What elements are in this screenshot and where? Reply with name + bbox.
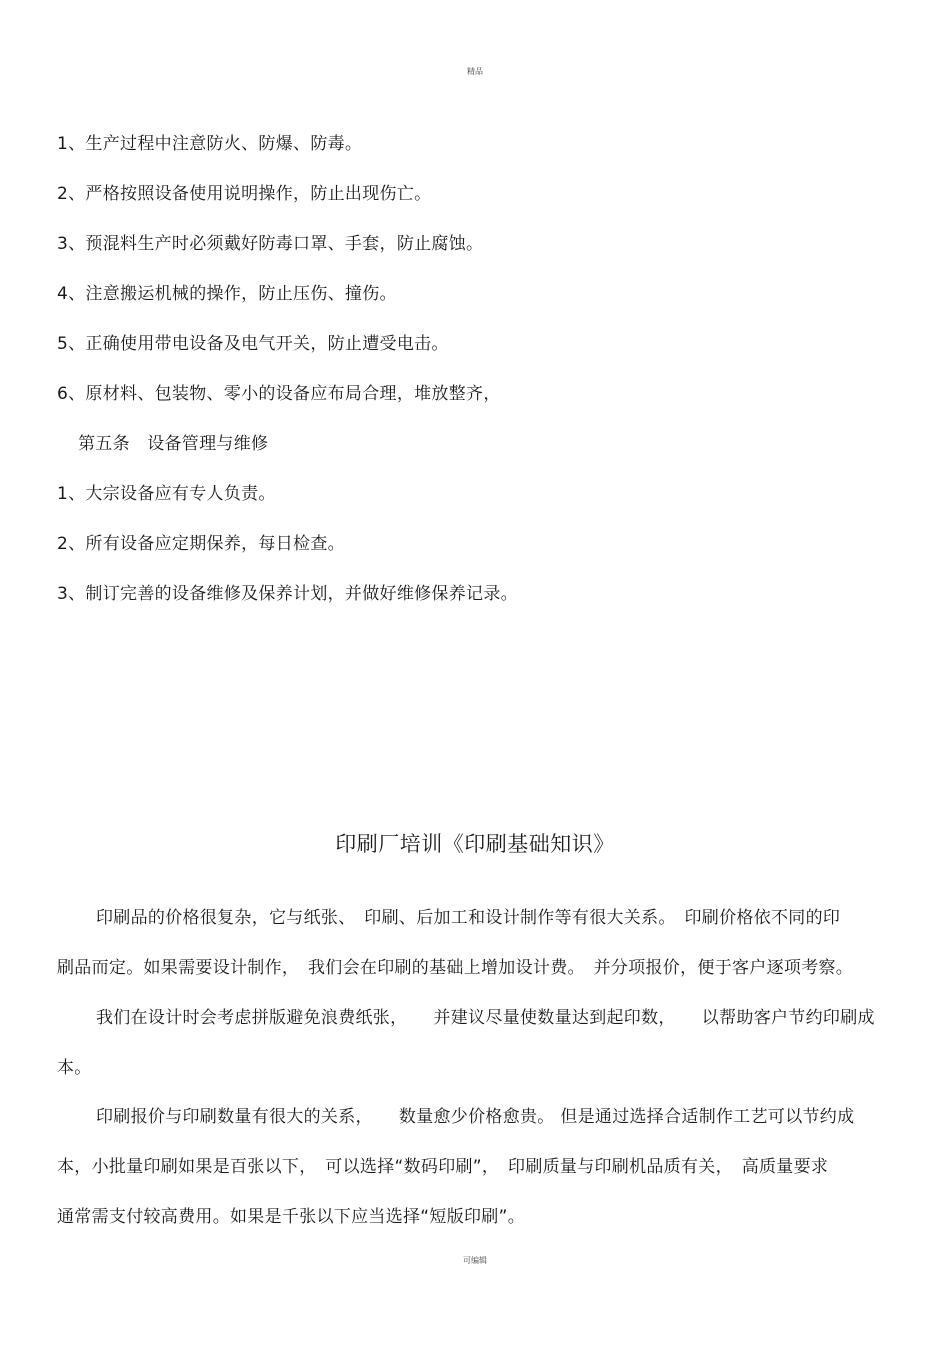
safety-item-6: 6、原材料、包装物、零小的设备应布局合理，堆放整齐， (57, 384, 501, 404)
paragraph-2-line-2: 本。 (57, 1058, 92, 1078)
safety-item-3: 3、预混料生产时必须戴好防毒口罩、手套，防止腐蚀。 (57, 234, 484, 254)
paragraph-1-line-1: 印刷品的价格很复杂，它与纸张、 印刷、后加工和设计制作等有很大关系。 印刷价格依不同的印 (96, 908, 841, 928)
section-5-heading: 第五条 设备管理与维修 (78, 434, 269, 454)
paragraph-1-line-2: 刷品而定。如果需要设计制作， 我们会在印刷的基础上增加设计费。 并分项报价，便于客户逐项考察。 (57, 958, 854, 978)
document-title: 印刷厂培训《印刷基础知识》 (335, 832, 615, 856)
equipment-item-1: 1、大宗设备应有专人负责。 (57, 484, 276, 504)
paragraph-3-line-1: 印刷报价与印刷数量有很大的关系， 数量愈少价格愈贵。 但是通过选择合适制作工艺可以节约成 (96, 1107, 855, 1127)
safety-item-1: 1、生产过程中注意防火、防爆、防毒。 (57, 134, 363, 154)
paragraph-3-line-3: 通常需支付较高费用。如果是千张以下应当选择“短版印刷”。 (57, 1207, 526, 1227)
page-footer-mark: 可编辑 (463, 1256, 487, 1265)
paragraph-3-line-2: 本，小批量印刷如果是百张以下， 可以选择“数码印刷”， 印刷质量与印刷机品质有关， 高质量要求 (57, 1157, 829, 1177)
safety-item-5: 5、正确使用带电设备及电气开关，防止遭受电击。 (57, 334, 449, 354)
page-header-mark: 精品 (467, 67, 483, 76)
equipment-item-2: 2、所有设备应定期保养，每日检查。 (57, 534, 345, 554)
safety-item-4: 4、注意搬运机械的操作，防止压伤、撞伤。 (57, 284, 397, 304)
equipment-item-3: 3、制订完善的设备维修及保养计划，并做好维修保养记录。 (57, 584, 518, 604)
paragraph-2-line-1: 我们在设计时会考虑拼版避免浪费纸张， 并建议尽量使数量达到起印数， 以帮助客户节约印刷成 (96, 1008, 875, 1028)
safety-item-2: 2、严格按照设备使用说明操作，防止出现伤亡。 (57, 184, 432, 204)
